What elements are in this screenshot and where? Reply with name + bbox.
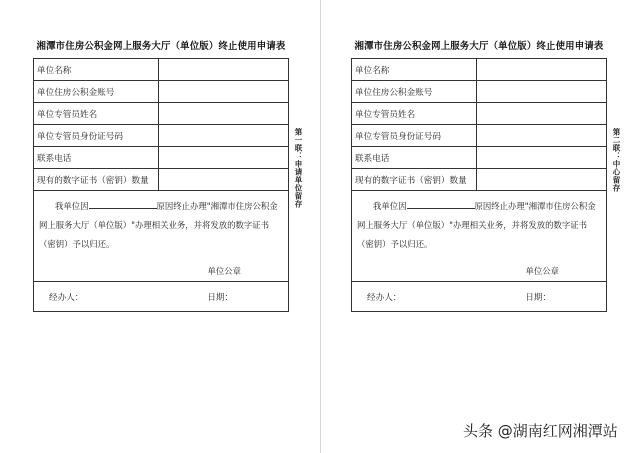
table-row [352,81,607,103]
row-label: 联系电话 [34,147,159,169]
row-label: 单位名称 [352,59,477,81]
seal-label: 单位公章 [207,266,241,276]
form-title: 湘潭市住房公积金网上服务大厅（单位版）终止使用申请表 [354,41,604,52]
row-label: 单位住房公积金账号 [352,81,477,103]
form-page-2 [351,38,607,312]
row-label: 单位专管员身份证号码 [352,125,477,147]
row-value [159,103,289,125]
row-value [477,125,607,147]
table-row [34,282,289,312]
row-label: 单位专管员身份证号码 [34,125,159,147]
form-page-1 [33,38,289,312]
copy-note: 第一联：申请单位留存 [294,128,303,208]
signature-cell [34,282,289,312]
statement-text [39,197,283,254]
row-value [477,59,607,81]
table-row [34,169,289,191]
row-value [159,147,289,169]
statement-suffix: 原因终止办理"湘潭市住房公积金网上服务大厅（单位版）"办理相关业务，并将发放的数字证书（密钥）予以归还。 [39,201,278,249]
statement-prefix: 我单位因 [373,201,407,211]
row-label: 单位住房公积金账号 [34,81,159,103]
row-value [477,81,607,103]
statement-cell [352,191,607,282]
handler-label: 经办人： [49,292,84,303]
statement-suffix: 原因终止办理"湘潭市住房公积金网上服务大厅（单位版）"办理相关业务，并将发放的数字证书（密钥）予以归还。 [357,201,596,249]
row-value [477,103,607,125]
form-table [351,58,607,312]
table-row [34,125,289,147]
row-label: 现有的数字证书（密钥）数量 [352,169,477,191]
signature-cell [352,282,607,312]
row-label: 单位专管员姓名 [352,103,477,125]
table-row [34,147,289,169]
table-row [352,103,607,125]
date-label: 日期： [207,292,233,303]
table-row [352,147,607,169]
watermark: 头条 @湖南红网湘潭站 [463,422,618,440]
table-row [34,103,289,125]
reason-blank [407,199,475,209]
form-table [33,58,289,312]
table-row [34,81,289,103]
statement-cell [34,191,289,282]
row-value [477,147,607,169]
statement-text [357,197,601,254]
seal-label: 单位公章 [525,266,559,276]
row-label: 现有的数字证书（密钥）数量 [34,169,159,191]
table-row [352,169,607,191]
statement-prefix: 我单位因 [55,201,89,211]
table-row [34,59,289,81]
row-label: 单位专管员姓名 [34,103,159,125]
row-value [477,169,607,191]
handler-label: 经办人： [367,292,402,303]
table-row [34,191,289,282]
table-row [352,191,607,282]
row-value [159,81,289,103]
signature-row [355,291,603,303]
row-label: 联系电话 [352,147,477,169]
copy-note: 第二联：中心留存 [612,128,621,192]
page-divider [320,0,321,453]
reason-blank [89,199,157,209]
row-value [159,59,289,81]
date-label: 日期： [525,292,551,303]
table-row [352,59,607,81]
row-value [159,169,289,191]
table-row [352,282,607,312]
form-title: 湘潭市住房公积金网上服务大厅（单位版）终止使用申请表 [36,41,286,52]
row-value [159,125,289,147]
table-row [352,125,607,147]
row-label: 单位名称 [34,59,159,81]
signature-row [37,291,285,303]
